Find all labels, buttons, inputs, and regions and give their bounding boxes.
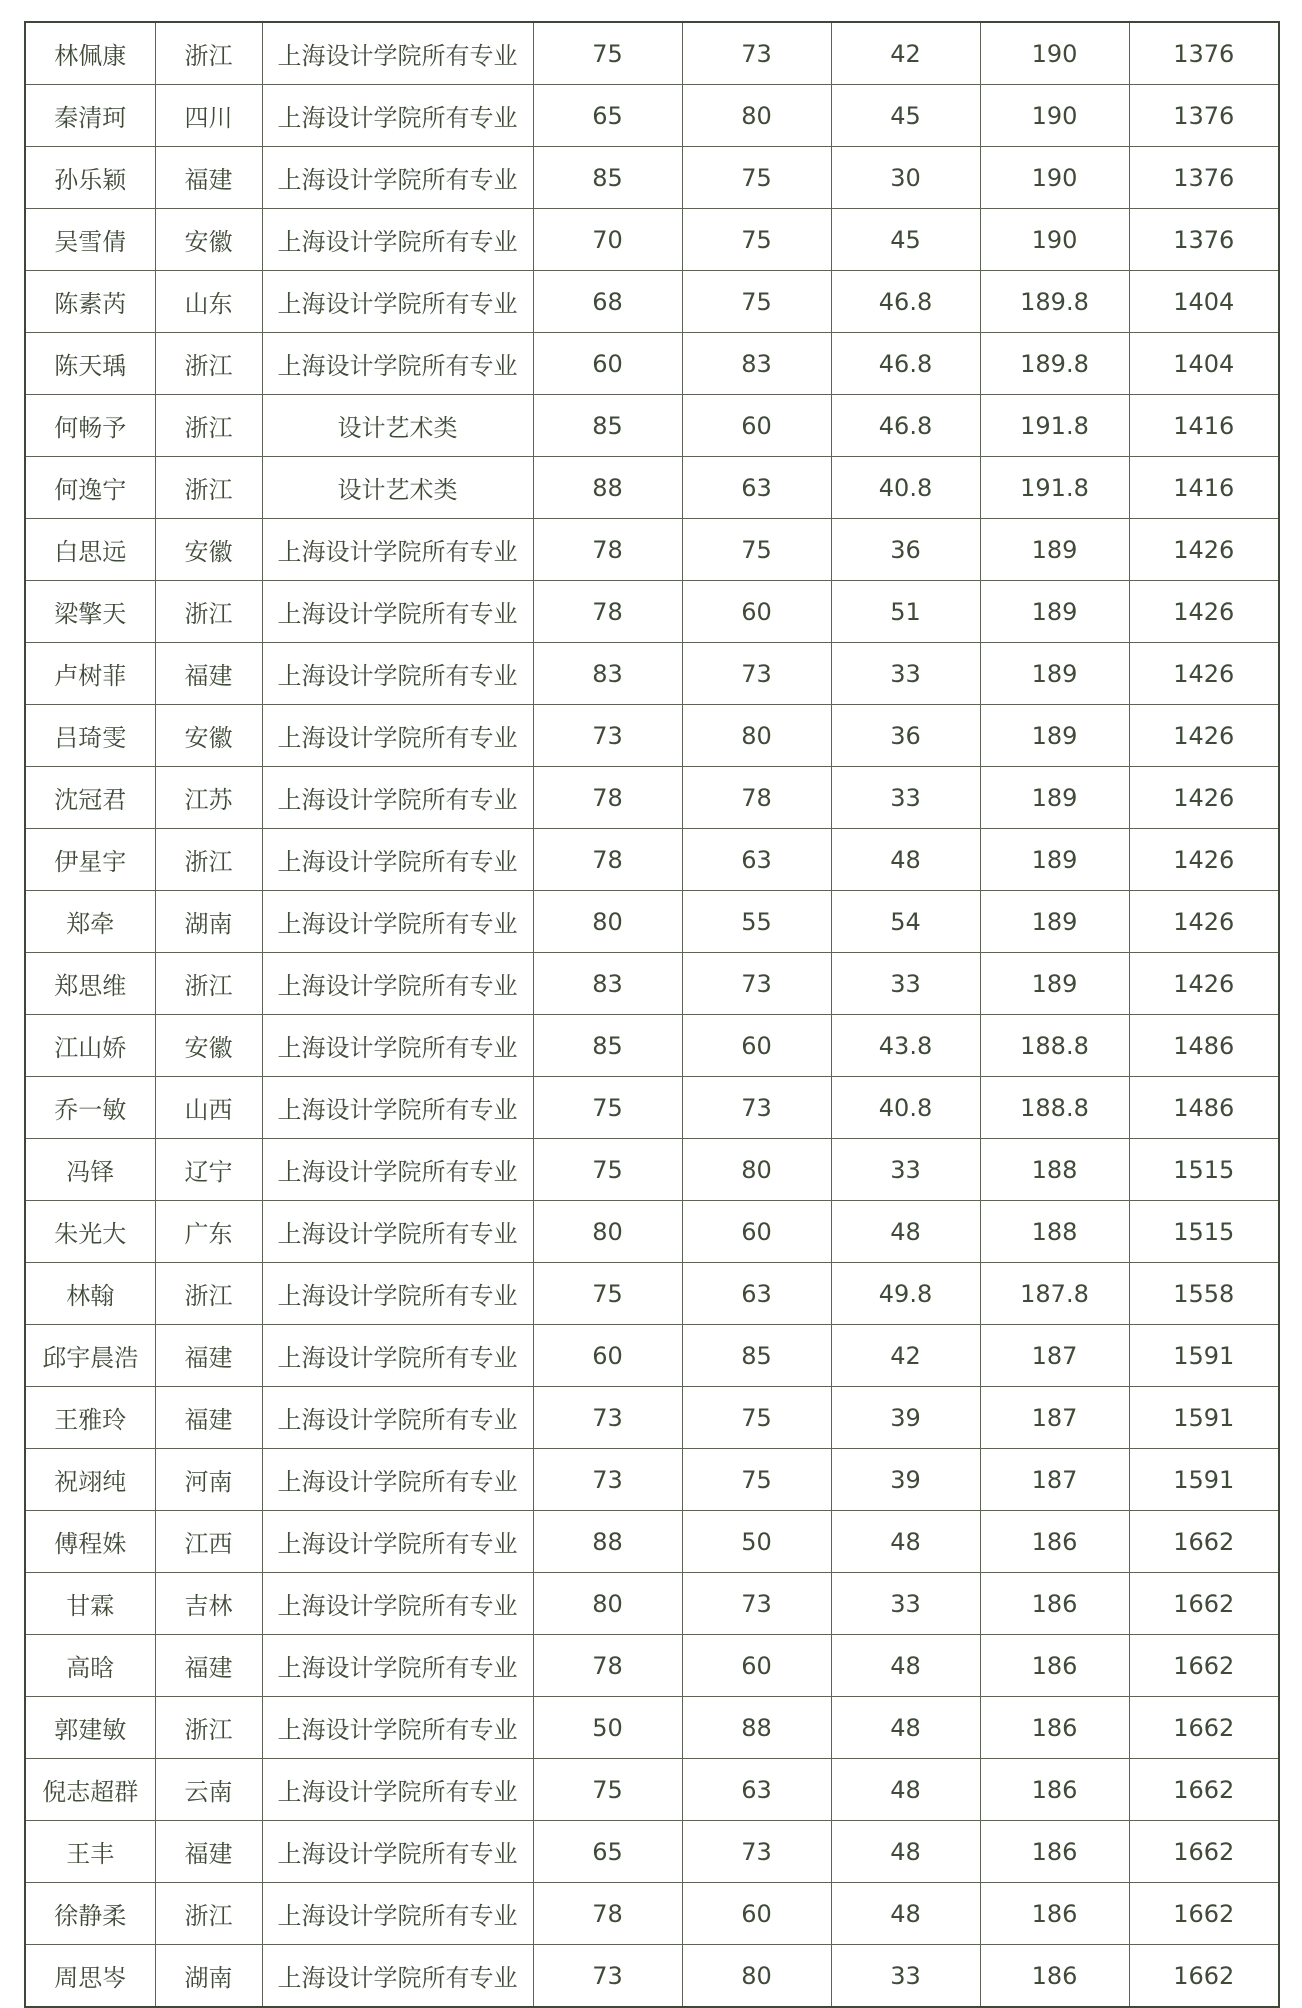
- total-score-cell: 189: [980, 953, 1129, 1015]
- score-2-cell: 75: [682, 1387, 831, 1449]
- total-score-cell: 189: [980, 891, 1129, 953]
- total-score-cell: 186: [980, 1759, 1129, 1821]
- student-name-cell: 祝翊纯: [25, 1449, 155, 1511]
- results-table-container: [24, 21, 1278, 1992]
- score-3-cell: 48: [831, 1883, 980, 1945]
- score-3-cell: 33: [831, 643, 980, 705]
- score-2-cell: 75: [682, 147, 831, 209]
- province-cell: 福建: [155, 147, 262, 209]
- score-3-cell: 33: [831, 1573, 980, 1635]
- rank-cell: 1426: [1129, 953, 1279, 1015]
- province-cell: 浙江: [155, 829, 262, 891]
- table-row: [25, 767, 1279, 829]
- score-3-cell: 46.8: [831, 395, 980, 457]
- total-score-cell: 189.8: [980, 333, 1129, 395]
- score-2-cell: 73: [682, 953, 831, 1015]
- table-row: [25, 209, 1279, 271]
- score-3-cell: 43.8: [831, 1015, 980, 1077]
- rank-cell: 1376: [1129, 22, 1279, 85]
- major-cell: 上海设计学院所有专业: [262, 85, 533, 147]
- score-1-cell: 70: [533, 209, 682, 271]
- score-3-cell: 39: [831, 1387, 980, 1449]
- province-cell: 浙江: [155, 581, 262, 643]
- table-row: [25, 1387, 1279, 1449]
- score-1-cell: 78: [533, 829, 682, 891]
- major-cell: 设计艺术类: [262, 395, 533, 457]
- score-2-cell: 80: [682, 1945, 831, 2008]
- major-cell: 上海设计学院所有专业: [262, 705, 533, 767]
- province-cell: 四川: [155, 85, 262, 147]
- total-score-cell: 189: [980, 767, 1129, 829]
- province-cell: 浙江: [155, 395, 262, 457]
- rank-cell: 1662: [1129, 1945, 1279, 2008]
- score-2-cell: 73: [682, 643, 831, 705]
- province-cell: 福建: [155, 1821, 262, 1883]
- province-cell: 安徽: [155, 1015, 262, 1077]
- score-1-cell: 88: [533, 457, 682, 519]
- score-3-cell: 48: [831, 1201, 980, 1263]
- score-2-cell: 60: [682, 581, 831, 643]
- rank-cell: 1662: [1129, 1759, 1279, 1821]
- total-score-cell: 190: [980, 209, 1129, 271]
- total-score-cell: 188: [980, 1139, 1129, 1201]
- score-2-cell: 73: [682, 1573, 831, 1635]
- major-cell: 上海设计学院所有专业: [262, 1945, 533, 2008]
- rank-cell: 1426: [1129, 519, 1279, 581]
- rank-cell: 1486: [1129, 1077, 1279, 1139]
- major-cell: 上海设计学院所有专业: [262, 767, 533, 829]
- major-cell: 上海设计学院所有专业: [262, 333, 533, 395]
- table-row: [25, 1015, 1279, 1077]
- table-row: [25, 1449, 1279, 1511]
- total-score-cell: 186: [980, 1945, 1129, 2008]
- table-row: [25, 829, 1279, 891]
- table-row: [25, 891, 1279, 953]
- table-row: [25, 1325, 1279, 1387]
- major-cell: 上海设计学院所有专业: [262, 209, 533, 271]
- score-1-cell: 78: [533, 1635, 682, 1697]
- score-1-cell: 83: [533, 643, 682, 705]
- province-cell: 湖南: [155, 1945, 262, 2008]
- table-row: [25, 1635, 1279, 1697]
- major-cell: 上海设计学院所有专业: [262, 22, 533, 85]
- total-score-cell: 187: [980, 1387, 1129, 1449]
- total-score-cell: 189: [980, 643, 1129, 705]
- table-row: [25, 1139, 1279, 1201]
- total-score-cell: 187: [980, 1325, 1129, 1387]
- total-score-cell: 191.8: [980, 395, 1129, 457]
- score-2-cell: 73: [682, 1821, 831, 1883]
- total-score-cell: 189.8: [980, 271, 1129, 333]
- province-cell: 河南: [155, 1449, 262, 1511]
- score-2-cell: 63: [682, 1263, 831, 1325]
- table-row: [25, 953, 1279, 1015]
- province-cell: 浙江: [155, 22, 262, 85]
- table-row: [25, 333, 1279, 395]
- score-1-cell: 85: [533, 1015, 682, 1077]
- score-1-cell: 75: [533, 1759, 682, 1821]
- score-2-cell: 83: [682, 333, 831, 395]
- score-2-cell: 55: [682, 891, 831, 953]
- score-3-cell: 45: [831, 209, 980, 271]
- score-3-cell: 33: [831, 1139, 980, 1201]
- rank-cell: 1662: [1129, 1697, 1279, 1759]
- total-score-cell: 187: [980, 1449, 1129, 1511]
- total-score-cell: 187.8: [980, 1263, 1129, 1325]
- table-body: [25, 22, 1279, 2007]
- score-1-cell: 85: [533, 395, 682, 457]
- score-1-cell: 60: [533, 1325, 682, 1387]
- student-name-cell: 卢树菲: [25, 643, 155, 705]
- rank-cell: 1662: [1129, 1883, 1279, 1945]
- province-cell: 浙江: [155, 953, 262, 1015]
- score-3-cell: 54: [831, 891, 980, 953]
- major-cell: 上海设计学院所有专业: [262, 147, 533, 209]
- score-2-cell: 60: [682, 1201, 831, 1263]
- rank-cell: 1376: [1129, 209, 1279, 271]
- score-1-cell: 78: [533, 1883, 682, 1945]
- total-score-cell: 188: [980, 1201, 1129, 1263]
- score-3-cell: 40.8: [831, 457, 980, 519]
- rank-cell: 1591: [1129, 1449, 1279, 1511]
- rank-cell: 1591: [1129, 1325, 1279, 1387]
- score-3-cell: 46.8: [831, 333, 980, 395]
- score-2-cell: 75: [682, 1449, 831, 1511]
- total-score-cell: 189: [980, 829, 1129, 891]
- rank-cell: 1515: [1129, 1139, 1279, 1201]
- score-2-cell: 80: [682, 85, 831, 147]
- score-3-cell: 36: [831, 519, 980, 581]
- province-cell: 江西: [155, 1511, 262, 1573]
- score-3-cell: 48: [831, 1511, 980, 1573]
- total-score-cell: 186: [980, 1635, 1129, 1697]
- student-name-cell: 邱宇晨浩: [25, 1325, 155, 1387]
- major-cell: 上海设计学院所有专业: [262, 1883, 533, 1945]
- score-3-cell: 42: [831, 1325, 980, 1387]
- score-1-cell: 73: [533, 1945, 682, 2008]
- score-2-cell: 80: [682, 1139, 831, 1201]
- rank-cell: 1662: [1129, 1573, 1279, 1635]
- province-cell: 浙江: [155, 1883, 262, 1945]
- student-name-cell: 王丰: [25, 1821, 155, 1883]
- score-1-cell: 75: [533, 1077, 682, 1139]
- score-1-cell: 88: [533, 1511, 682, 1573]
- province-cell: 江苏: [155, 767, 262, 829]
- score-3-cell: 40.8: [831, 1077, 980, 1139]
- province-cell: 浙江: [155, 1263, 262, 1325]
- major-cell: 上海设计学院所有专业: [262, 829, 533, 891]
- score-2-cell: 85: [682, 1325, 831, 1387]
- total-score-cell: 189: [980, 581, 1129, 643]
- province-cell: 浙江: [155, 1697, 262, 1759]
- province-cell: 山西: [155, 1077, 262, 1139]
- province-cell: 安徽: [155, 705, 262, 767]
- score-2-cell: 50: [682, 1511, 831, 1573]
- table-row: [25, 1759, 1279, 1821]
- rank-cell: 1404: [1129, 271, 1279, 333]
- table-row: [25, 271, 1279, 333]
- table-row: [25, 1077, 1279, 1139]
- province-cell: 安徽: [155, 209, 262, 271]
- major-cell: 上海设计学院所有专业: [262, 1325, 533, 1387]
- major-cell: 上海设计学院所有专业: [262, 1449, 533, 1511]
- total-score-cell: 188.8: [980, 1077, 1129, 1139]
- score-1-cell: 85: [533, 147, 682, 209]
- major-cell: 上海设计学院所有专业: [262, 1387, 533, 1449]
- rank-cell: 1515: [1129, 1201, 1279, 1263]
- rank-cell: 1404: [1129, 333, 1279, 395]
- rank-cell: 1558: [1129, 1263, 1279, 1325]
- province-cell: 吉林: [155, 1573, 262, 1635]
- province-cell: 辽宁: [155, 1139, 262, 1201]
- student-name-cell: 梁擎天: [25, 581, 155, 643]
- student-name-cell: 郑牵: [25, 891, 155, 953]
- total-score-cell: 186: [980, 1573, 1129, 1635]
- table-row: [25, 85, 1279, 147]
- province-cell: 安徽: [155, 519, 262, 581]
- student-name-cell: 徐静柔: [25, 1883, 155, 1945]
- score-1-cell: 80: [533, 1573, 682, 1635]
- table-row: [25, 1945, 1279, 2008]
- major-cell: 上海设计学院所有专业: [262, 581, 533, 643]
- student-name-cell: 高晗: [25, 1635, 155, 1697]
- student-name-cell: 秦清珂: [25, 85, 155, 147]
- score-3-cell: 48: [831, 1635, 980, 1697]
- score-3-cell: 36: [831, 705, 980, 767]
- score-3-cell: 48: [831, 829, 980, 891]
- major-cell: 上海设计学院所有专业: [262, 891, 533, 953]
- student-name-cell: 周思岑: [25, 1945, 155, 2008]
- student-name-cell: 何逸宁: [25, 457, 155, 519]
- score-3-cell: 51: [831, 581, 980, 643]
- student-name-cell: 朱光大: [25, 1201, 155, 1263]
- rank-cell: 1662: [1129, 1821, 1279, 1883]
- table-row: [25, 457, 1279, 519]
- score-1-cell: 73: [533, 705, 682, 767]
- score-2-cell: 78: [682, 767, 831, 829]
- score-2-cell: 88: [682, 1697, 831, 1759]
- score-1-cell: 83: [533, 953, 682, 1015]
- table-row: [25, 22, 1279, 85]
- total-score-cell: 186: [980, 1883, 1129, 1945]
- student-name-cell: 林佩康: [25, 22, 155, 85]
- major-cell: 上海设计学院所有专业: [262, 1759, 533, 1821]
- student-name-cell: 吴雪倩: [25, 209, 155, 271]
- rank-cell: 1416: [1129, 395, 1279, 457]
- score-3-cell: 33: [831, 953, 980, 1015]
- student-name-cell: 江山娇: [25, 1015, 155, 1077]
- score-3-cell: 48: [831, 1821, 980, 1883]
- score-3-cell: 48: [831, 1697, 980, 1759]
- rank-cell: 1591: [1129, 1387, 1279, 1449]
- score-1-cell: 65: [533, 85, 682, 147]
- score-1-cell: 73: [533, 1387, 682, 1449]
- student-name-cell: 林翰: [25, 1263, 155, 1325]
- major-cell: 上海设计学院所有专业: [262, 1201, 533, 1263]
- score-1-cell: 75: [533, 1139, 682, 1201]
- major-cell: 设计艺术类: [262, 457, 533, 519]
- table-row: [25, 395, 1279, 457]
- student-name-cell: 吕琦雯: [25, 705, 155, 767]
- student-name-cell: 乔一敏: [25, 1077, 155, 1139]
- province-cell: 湖南: [155, 891, 262, 953]
- score-1-cell: 50: [533, 1697, 682, 1759]
- table-row: [25, 1263, 1279, 1325]
- rank-cell: 1426: [1129, 891, 1279, 953]
- score-2-cell: 73: [682, 1077, 831, 1139]
- province-cell: 云南: [155, 1759, 262, 1821]
- total-score-cell: 191.8: [980, 457, 1129, 519]
- score-1-cell: 78: [533, 519, 682, 581]
- major-cell: 上海设计学院所有专业: [262, 1573, 533, 1635]
- table-row: [25, 581, 1279, 643]
- score-1-cell: 75: [533, 1263, 682, 1325]
- score-3-cell: 49.8: [831, 1263, 980, 1325]
- table-row: [25, 1697, 1279, 1759]
- student-name-cell: 倪志超群: [25, 1759, 155, 1821]
- major-cell: 上海设计学院所有专业: [262, 271, 533, 333]
- score-1-cell: 65: [533, 1821, 682, 1883]
- score-2-cell: 75: [682, 209, 831, 271]
- table-row: [25, 1821, 1279, 1883]
- score-1-cell: 78: [533, 581, 682, 643]
- rank-cell: 1426: [1129, 581, 1279, 643]
- student-name-cell: 陈天瑀: [25, 333, 155, 395]
- score-2-cell: 75: [682, 519, 831, 581]
- table-row: [25, 519, 1279, 581]
- score-3-cell: 33: [831, 1945, 980, 2008]
- student-name-cell: 孙乐颖: [25, 147, 155, 209]
- major-cell: 上海设计学院所有专业: [262, 1821, 533, 1883]
- score-2-cell: 63: [682, 457, 831, 519]
- major-cell: 上海设计学院所有专业: [262, 1635, 533, 1697]
- score-2-cell: 63: [682, 829, 831, 891]
- student-name-cell: 傅程姝: [25, 1511, 155, 1573]
- total-score-cell: 190: [980, 22, 1129, 85]
- rank-cell: 1376: [1129, 147, 1279, 209]
- total-score-cell: 189: [980, 519, 1129, 581]
- major-cell: 上海设计学院所有专业: [262, 1077, 533, 1139]
- score-1-cell: 73: [533, 1449, 682, 1511]
- score-2-cell: 60: [682, 1015, 831, 1077]
- student-name-cell: 郑思维: [25, 953, 155, 1015]
- score-2-cell: 60: [682, 1883, 831, 1945]
- rank-cell: 1426: [1129, 705, 1279, 767]
- province-cell: 福建: [155, 1635, 262, 1697]
- student-name-cell: 何畅予: [25, 395, 155, 457]
- major-cell: 上海设计学院所有专业: [262, 953, 533, 1015]
- major-cell: 上海设计学院所有专业: [262, 1511, 533, 1573]
- student-name-cell: 冯铎: [25, 1139, 155, 1201]
- total-score-cell: 189: [980, 705, 1129, 767]
- score-3-cell: 42: [831, 22, 980, 85]
- score-2-cell: 60: [682, 395, 831, 457]
- province-cell: 福建: [155, 1387, 262, 1449]
- score-3-cell: 48: [831, 1759, 980, 1821]
- total-score-cell: 190: [980, 147, 1129, 209]
- student-name-cell: 白思远: [25, 519, 155, 581]
- major-cell: 上海设计学院所有专业: [262, 643, 533, 705]
- student-name-cell: 王雅玲: [25, 1387, 155, 1449]
- major-cell: 上海设计学院所有专业: [262, 1697, 533, 1759]
- score-1-cell: 80: [533, 891, 682, 953]
- score-3-cell: 39: [831, 1449, 980, 1511]
- score-1-cell: 60: [533, 333, 682, 395]
- total-score-cell: 188.8: [980, 1015, 1129, 1077]
- total-score-cell: 186: [980, 1821, 1129, 1883]
- score-3-cell: 46.8: [831, 271, 980, 333]
- score-3-cell: 45: [831, 85, 980, 147]
- table-row: [25, 705, 1279, 767]
- student-name-cell: 甘霖: [25, 1573, 155, 1635]
- score-2-cell: 73: [682, 22, 831, 85]
- province-cell: 山东: [155, 271, 262, 333]
- major-cell: 上海设计学院所有专业: [262, 1015, 533, 1077]
- total-score-cell: 190: [980, 85, 1129, 147]
- score-1-cell: 80: [533, 1201, 682, 1263]
- province-cell: 浙江: [155, 333, 262, 395]
- rank-cell: 1426: [1129, 643, 1279, 705]
- rank-cell: 1662: [1129, 1635, 1279, 1697]
- province-cell: 福建: [155, 643, 262, 705]
- results-table: [24, 21, 1280, 2008]
- score-3-cell: 30: [831, 147, 980, 209]
- total-score-cell: 186: [980, 1511, 1129, 1573]
- province-cell: 福建: [155, 1325, 262, 1387]
- student-name-cell: 伊星宇: [25, 829, 155, 891]
- table-row: [25, 1511, 1279, 1573]
- student-name-cell: 沈冠君: [25, 767, 155, 829]
- table-row: [25, 147, 1279, 209]
- score-2-cell: 60: [682, 1635, 831, 1697]
- table-row: [25, 1201, 1279, 1263]
- score-1-cell: 68: [533, 271, 682, 333]
- major-cell: 上海设计学院所有专业: [262, 1263, 533, 1325]
- score-2-cell: 80: [682, 705, 831, 767]
- table-row: [25, 1573, 1279, 1635]
- table-row: [25, 643, 1279, 705]
- major-cell: 上海设计学院所有专业: [262, 1139, 533, 1201]
- province-cell: 浙江: [155, 457, 262, 519]
- score-2-cell: 63: [682, 1759, 831, 1821]
- score-1-cell: 75: [533, 22, 682, 85]
- score-1-cell: 78: [533, 767, 682, 829]
- rank-cell: 1426: [1129, 767, 1279, 829]
- major-cell: 上海设计学院所有专业: [262, 519, 533, 581]
- province-cell: 广东: [155, 1201, 262, 1263]
- rank-cell: 1486: [1129, 1015, 1279, 1077]
- rank-cell: 1426: [1129, 829, 1279, 891]
- score-3-cell: 33: [831, 767, 980, 829]
- student-name-cell: 陈素芮: [25, 271, 155, 333]
- rank-cell: 1416: [1129, 457, 1279, 519]
- rank-cell: 1376: [1129, 85, 1279, 147]
- total-score-cell: 186: [980, 1697, 1129, 1759]
- rank-cell: 1662: [1129, 1511, 1279, 1573]
- table-row: [25, 1883, 1279, 1945]
- student-name-cell: 郭建敏: [25, 1697, 155, 1759]
- score-2-cell: 75: [682, 271, 831, 333]
